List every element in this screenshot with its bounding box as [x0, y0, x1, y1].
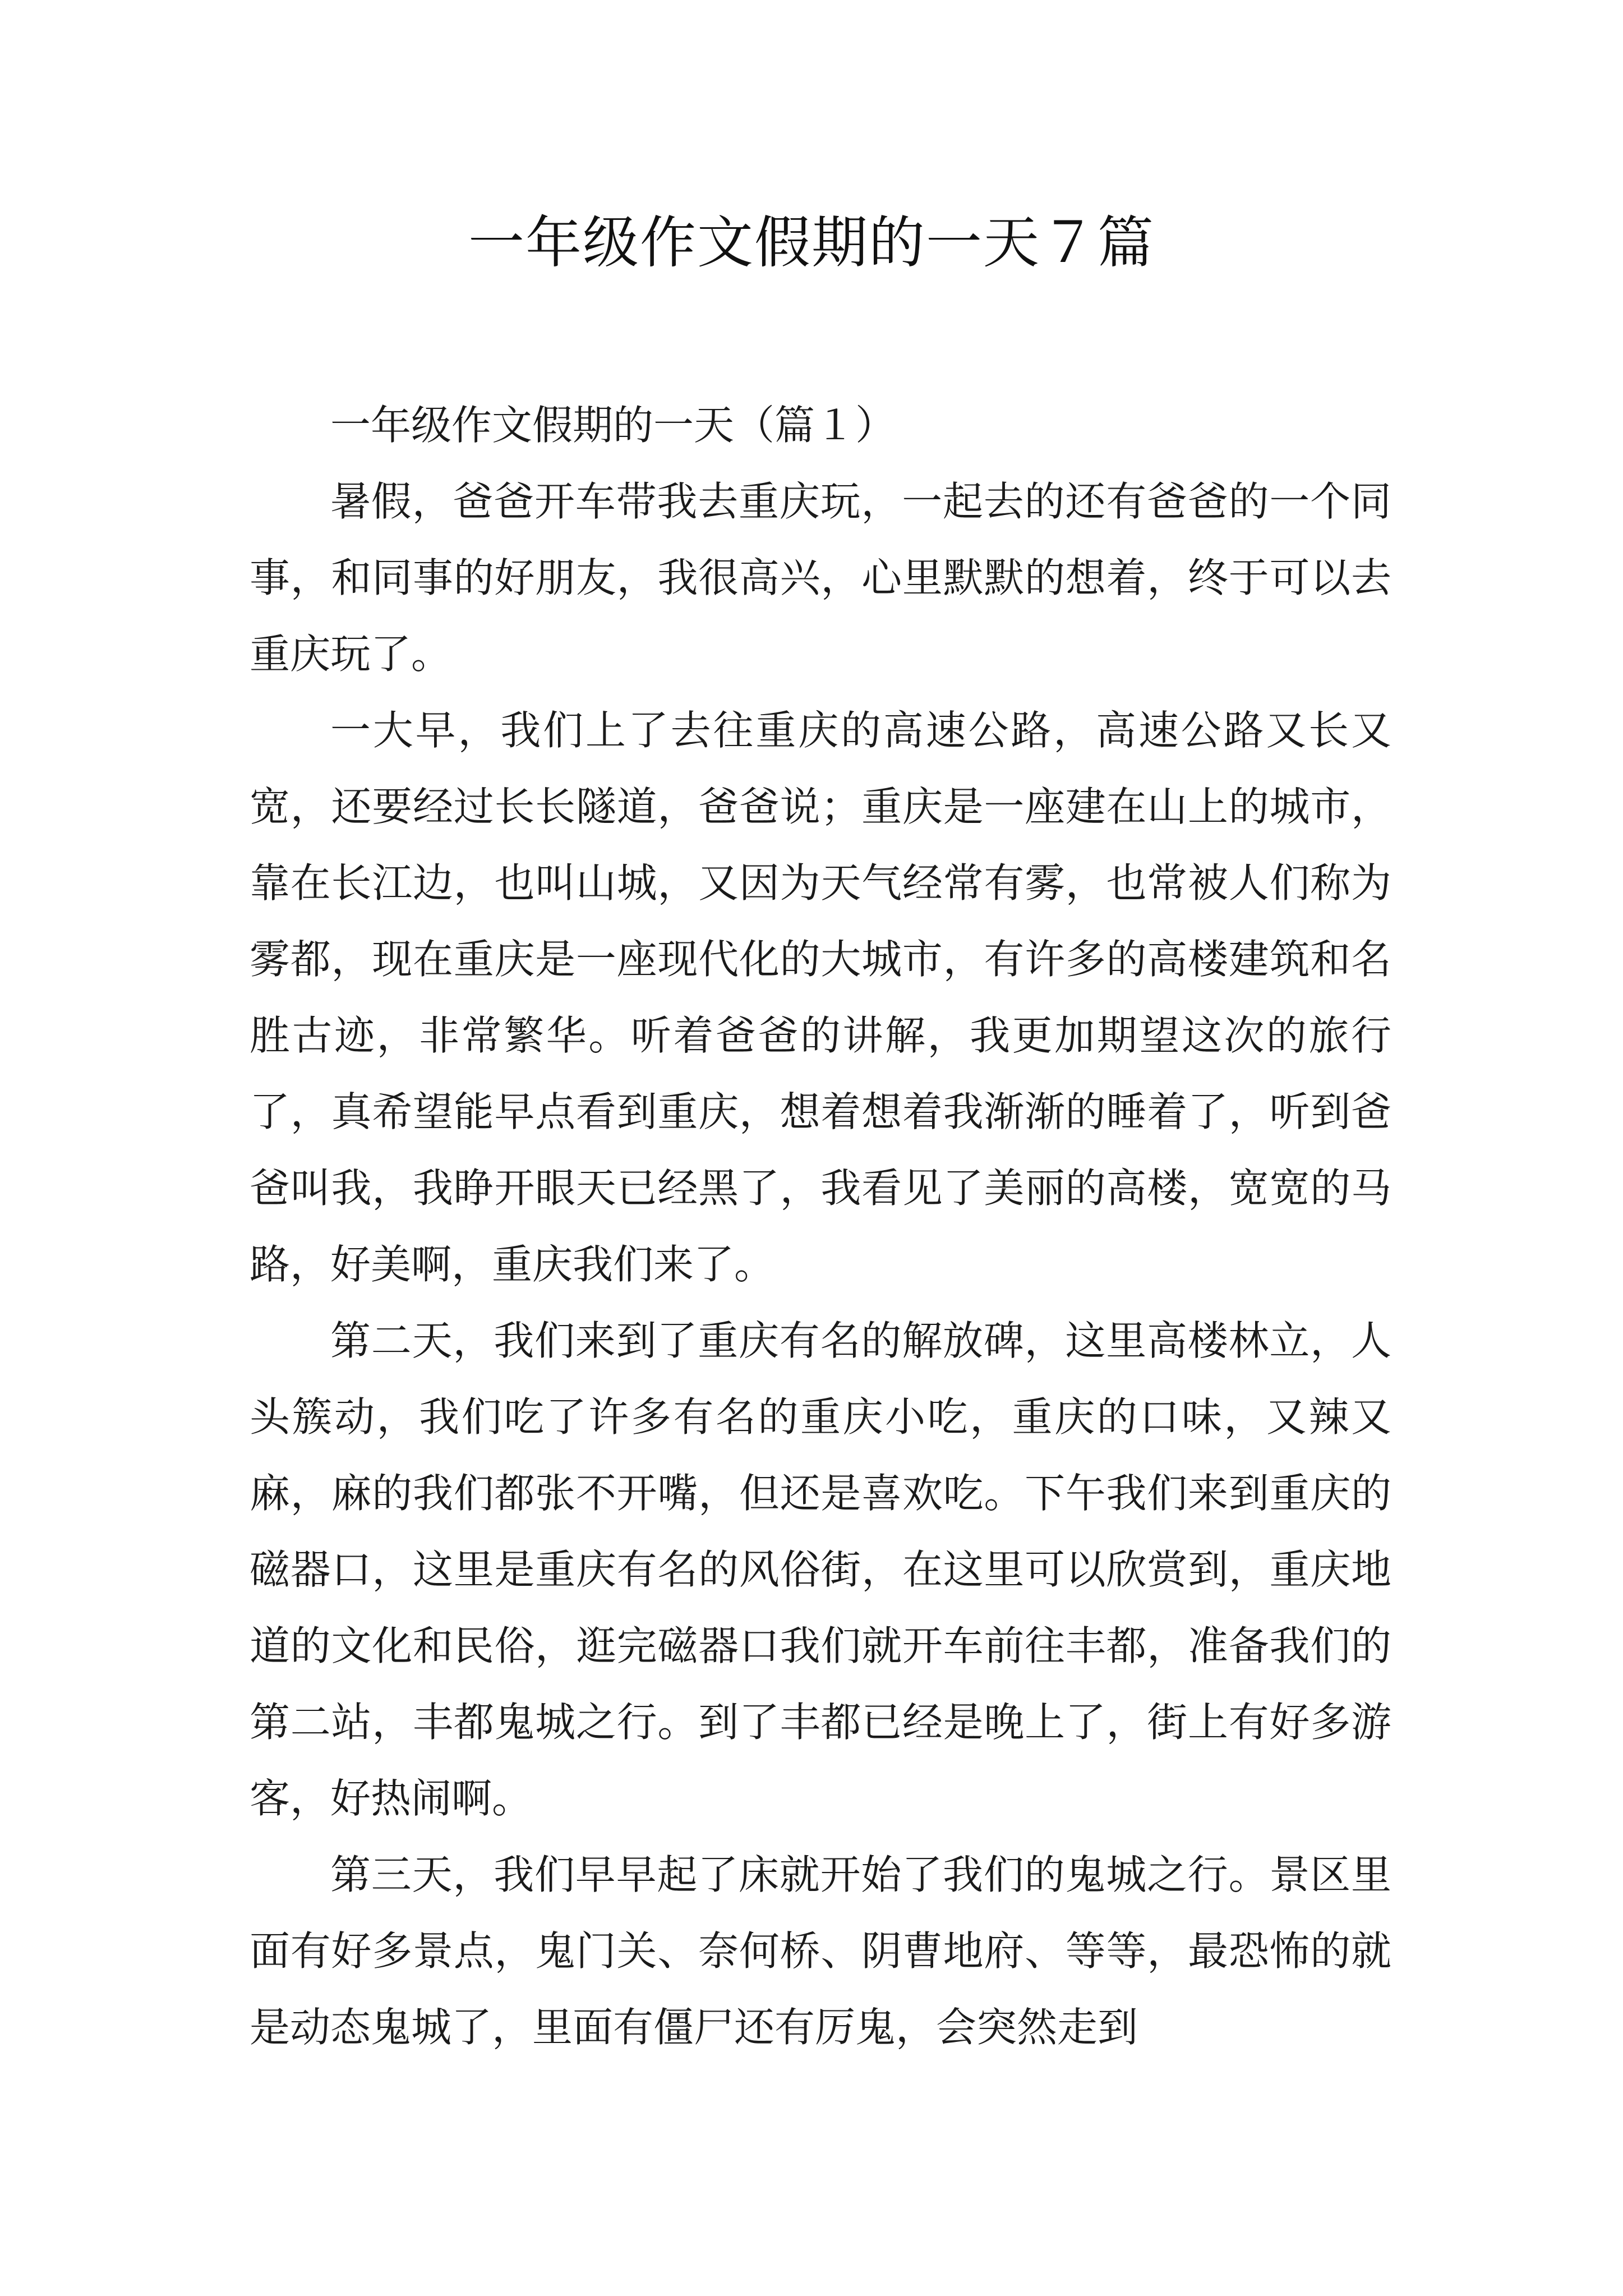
paragraph: 暑假，爸爸开车带我去重庆玩，一起去的还有爸爸的一个同事，和同事的好朋友，我很高兴，心里默默的想着，终于可以去重庆玩了。 [250, 478, 1391, 678]
paragraph: 第二天，我们来到了重庆有名的解放碑，这里高楼林立，人头簇动，我们吃了许多有名的重庆小吃，重庆的口味，又辣又麻，麻的我们都张不开嘴，但还是喜欢吃。下午我们来到重庆的磁器口，这里是重庆有名的风俗街，在这里可以欣赏到，重庆地道的文化和民俗，逛完磁器口我们就开车前往丰都，准备我们的第二站，丰都鬼城之行。到了丰都已经是晚上了，街上有好多游客，好热闹啊。 [250, 1317, 1391, 1822]
page-title: 一年级作文假期的一天７篇 [468, 210, 1155, 275]
paragraph: 一大早，我们上了去往重庆的高速公路，高速公路又长又宽，还要经过长长隧道，爸爸说；重庆是一座建在山上的城市，靠在长江边，也叫山城，又因为天气经常有雾，也常被人们称为雾都，现在重庆是一座现代化的大城市，有许多的高楼建筑和名胜古迹，非常繁华。听着爸爸的讲解，我更加期望这次的旅行了，真希望能早点看到重庆，想着想着我渐渐的睡着了，听到爸爸叫我，我睁开眼天已经黑了，我看见了美丽的高楼，宽宽的马路，好美啊，重庆我们来了。 [250, 707, 1391, 1288]
section-heading: 一年级作文假期的一天（篇１） [330, 402, 896, 449]
document-body [250, 387, 1391, 2065]
paragraph: 第三天，我们早早起了床就开始了我们的鬼城之行。景区里面有好多景点，鬼门关、奈何桥、阴曹地府、等等，最恐怖的就是动态鬼城了，里面有僵尸还有厉鬼，会突然走到 [250, 1851, 1391, 2051]
